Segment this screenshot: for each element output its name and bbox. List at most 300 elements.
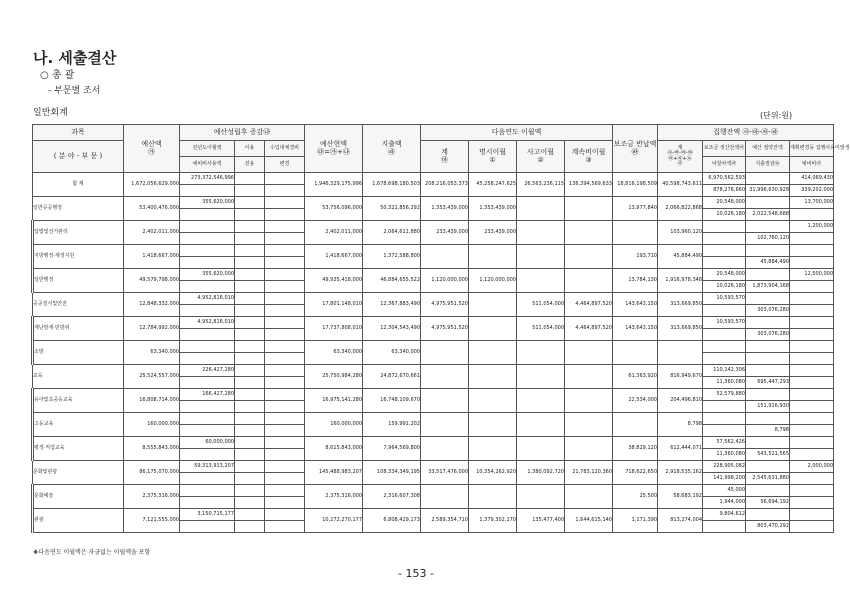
cell-yebibi (790, 401, 834, 413)
cell-jichul-jeolgam: 695,447,293 (746, 377, 790, 389)
cell-yesan-jeoryak (746, 485, 790, 497)
cell-hyeonaek: 145,488,983,207 (305, 461, 363, 485)
cell-prev-carry: 3,150,715,177 (180, 509, 235, 521)
cell-prev-carry: 59,313,913,207 (180, 461, 235, 473)
cell-nakchal (703, 401, 746, 413)
cell-yebi-use (180, 449, 235, 461)
cell-carry-total: 1,120,000,000 (421, 269, 469, 293)
col-sago: 사고이월 ② (517, 141, 565, 173)
cell-jeonyong (235, 281, 265, 293)
cell-yebibi (790, 353, 834, 365)
cell-yebi-use (180, 305, 235, 317)
cell-yebi-use (180, 185, 235, 197)
cell-prev-carry: 226,427,280 (180, 365, 235, 377)
cell-suip (265, 461, 305, 473)
cell-byeongyeong (265, 401, 305, 413)
cell-jeonyong (235, 329, 265, 341)
cell-iyong (235, 509, 265, 521)
cell-yebi-use (180, 257, 235, 269)
cell-suip (265, 293, 305, 305)
row-label: 합 계 (33, 173, 124, 197)
cell-jichul-jeolgam: 2,545,631,880 (746, 473, 790, 485)
cell-hyeonaek: 16,975,141,280 (305, 389, 363, 413)
row-label: 일반공공행정 (33, 197, 124, 221)
table-row (33, 365, 834, 377)
cell-suip (265, 365, 305, 377)
table-row (33, 269, 834, 281)
cell-iyong (235, 365, 265, 377)
cell-jeonyong (235, 353, 265, 365)
cell-myeongsi (469, 245, 517, 269)
table-row (33, 293, 834, 305)
cell-gyehoek (790, 509, 834, 521)
cell-iyong (235, 461, 265, 473)
cell-bojo-jeongsan (703, 341, 746, 353)
col-bojo: 보조금 반납액 ㉳ (613, 125, 658, 173)
cell-carry-total (421, 365, 469, 389)
cell-gyesok: 4,464,897,520 (565, 317, 613, 341)
row-label: 관광 (33, 509, 124, 533)
cell-yesan: 49,579,798,000 (124, 269, 180, 293)
cell-bojo: 143,643,150 (613, 293, 658, 317)
cell-jeonyong (235, 209, 265, 221)
cell-yebibi (790, 257, 834, 269)
cell-carry-total (421, 437, 469, 461)
cell-jichul: 63,340,000 (363, 341, 421, 365)
cell-gyesok (565, 269, 613, 293)
cell-yebibi (790, 521, 834, 533)
cell-jiphaeng-total: 1,916,978,348 (658, 269, 703, 293)
col-kwamok: 과목 (33, 125, 124, 141)
cell-prev-carry: 355,620,000 (180, 269, 235, 281)
cell-yesan: 12,784,992,000 (124, 317, 180, 341)
col-jichul-jeolgam: 지출절감㉷ (746, 157, 790, 173)
col-myeongsi: 명시이월 ① (469, 141, 517, 173)
cell-bojo-jeongsan: 110,142,306 (703, 365, 746, 377)
cell-iyong (235, 485, 265, 497)
cell-myeongsi: 1,353,439,000 (469, 197, 517, 221)
cell-jichul-jeolgam: 2,022,548,688 (746, 209, 790, 221)
cell-yesan-jeoryak (746, 293, 790, 305)
cell-yebibi (790, 377, 834, 389)
cell-yesan-jeoryak (746, 509, 790, 521)
cell-bojo-jeongsan: 57,562,426 (703, 437, 746, 449)
cell-yesan: 86,175,070,000 (124, 461, 180, 485)
cell-gyehoek: 414,069,430 (790, 173, 834, 185)
cell-bojo-jeongsan (703, 245, 746, 257)
cell-byeongyeong (265, 449, 305, 461)
cell-bojo (613, 221, 658, 245)
cell-yesan: 8,555,843,000 (124, 437, 180, 461)
cell-jeonyong (235, 377, 265, 389)
cell-yesan-jeoryak (746, 461, 790, 473)
cell-yebibi (790, 281, 834, 293)
col-nakchal: 낙찰차액㉶ (703, 157, 746, 173)
cell-myeongsi (469, 341, 517, 365)
cell-yebi-use (180, 353, 235, 365)
col-carry: 다음연도 이월액 (421, 125, 613, 141)
cell-nakchal: 10,026,180 (703, 281, 746, 293)
sub-subsection-title: - 부문별 조서 (48, 86, 101, 96)
cell-gyesok: 136,394,569,633 (565, 173, 613, 197)
cell-bojo-jeongsan: 10,593,570 (703, 293, 746, 305)
cell-suip (265, 173, 305, 185)
cell-myeongsi: 1,379,302,170 (469, 509, 517, 533)
cell-yesan-jeoryak (746, 389, 790, 401)
cell-iyong (235, 293, 265, 305)
cell-bojo: 22,534,000 (613, 389, 658, 413)
footnote: ❖다음연도 이월액은 자금없는 이월액을 포함 (33, 549, 151, 556)
cell-jichul-jeolgam: 56,694,192 (746, 497, 790, 509)
expenditure-table (31, 124, 850, 533)
cell-jiphaeng-total: 816,949,670 (658, 365, 703, 389)
cell-hyeonaek: 2,402,011,000 (305, 221, 363, 245)
cell-sago: 1,380,092,720 (517, 461, 565, 485)
cell-hyeonaek: 160,000,000 (305, 413, 363, 437)
cell-hyeonaek: 17,801,148,010 (305, 293, 363, 317)
cell-prev-carry: 60,000,000 (180, 437, 235, 449)
cell-hyeonaek: 10,272,270,177 (305, 509, 363, 533)
cell-jiphaeng-total: 313,669,850 (658, 317, 703, 341)
cell-hyeonaek: 49,935,418,000 (305, 269, 363, 293)
cell-jichul: 12,367,883,490 (363, 293, 421, 317)
cell-jeonyong (235, 521, 265, 533)
cell-byeongyeong (265, 377, 305, 389)
cell-yebibi (790, 497, 834, 509)
cell-myeongsi (469, 413, 517, 437)
cell-jichul-jeolgam: 1,873,904,168 (746, 281, 790, 293)
row-label: 유아및초중등교육 (33, 389, 124, 413)
cell-jichul-jeolgam (746, 353, 790, 365)
cell-byeongyeong (265, 233, 305, 245)
cell-bojo: 718,622,650 (613, 461, 658, 485)
cell-prev-carry: 4,952,816,010 (180, 317, 235, 329)
cell-sago (517, 245, 565, 269)
cell-bojo (613, 341, 658, 365)
cell-gyesok (565, 437, 613, 461)
account-title: 일반회계 (33, 108, 68, 118)
cell-jeonyong (235, 449, 265, 461)
cell-hyeonaek: 2,375,316,000 (305, 485, 363, 509)
table-row (33, 221, 834, 233)
cell-yesan: 63,340,000 (124, 341, 180, 365)
cell-bojo-jeongsan (703, 413, 746, 425)
cell-jeonyong (235, 401, 265, 413)
cell-gyesok (565, 413, 613, 437)
cell-jichul: 1,678,698,180,503 (363, 173, 421, 197)
col-hyeonaek: 예산현액 ㉰=㉮+㉯ (305, 125, 363, 173)
cell-iyong (235, 269, 265, 281)
cell-iyong (235, 389, 265, 401)
cell-gyehoek: 13,700,000 (790, 197, 834, 209)
cell-yebi-use (180, 281, 235, 293)
cell-myeongsi (469, 389, 517, 413)
cell-iyong (235, 413, 265, 425)
col-group1: 예산성립후 증감㉯ (180, 125, 305, 141)
cell-jichul-jeolgam: 45,884,490 (746, 257, 790, 269)
cell-prev-carry: 4,952,816,010 (180, 293, 235, 305)
cell-bojo: 193,710 (613, 245, 658, 269)
cell-yebibi (790, 449, 834, 461)
col-jeonyong: 전용 (235, 157, 265, 173)
cell-suip (265, 437, 305, 449)
cell-gyehoek (790, 365, 834, 377)
cell-byeongyeong (265, 281, 305, 293)
col-gyesok: 계속비이월 ③ (565, 141, 613, 173)
cell-carry-total: 33,517,476,000 (421, 461, 469, 485)
cell-yebi-use (180, 497, 235, 509)
cell-hyeonaek: 53,756,096,000 (305, 197, 363, 221)
row-label: 문화예술 (33, 485, 124, 509)
cell-iyong (235, 341, 265, 353)
cell-byeongyeong (265, 497, 305, 509)
cell-yesan-jeoryak (746, 269, 790, 281)
cell-jichul: 7,964,569,800 (363, 437, 421, 461)
col-jichul: 지출액 ㉱ (363, 125, 421, 173)
cell-nakchal: 11,360,080 (703, 377, 746, 389)
cell-yesan: 7,121,555,000 (124, 509, 180, 533)
cell-jeonyong (235, 257, 265, 269)
cell-byeongyeong (265, 329, 305, 341)
cell-jichul: 6,808,429,173 (363, 509, 421, 533)
cell-jiphaeng-total: 2,066,822,868 (658, 197, 703, 221)
cell-hyeonaek: 8,615,843,000 (305, 437, 363, 461)
cell-bojo-jeongsan: 20,548,000 (703, 269, 746, 281)
cell-gyesok: 21,783,120,360 (565, 461, 613, 485)
cell-nakchal (703, 233, 746, 245)
cell-jiphaeng-total: 58,683,192 (658, 485, 703, 509)
cell-nakchal: 141,998,200 (703, 473, 746, 485)
cell-jeonyong (235, 305, 265, 317)
cell-sago (517, 221, 565, 245)
cell-sago (517, 437, 565, 461)
cell-bojo-jeongsan: 228,905,082 (703, 461, 746, 473)
cell-prev-carry: 273,372,546,996 (180, 173, 235, 185)
cell-yesan: 160,000,000 (124, 413, 180, 437)
cell-yesan: 1,672,056,629,000 (124, 173, 180, 197)
cell-jichul: 50,321,856,292 (363, 197, 421, 221)
cell-jichul: 1,372,588,800 (363, 245, 421, 269)
cell-sago (517, 413, 565, 437)
cell-gyehoek (790, 293, 834, 305)
cell-myeongsi (469, 317, 517, 341)
table-row (33, 485, 834, 497)
cell-yesan: 12,848,332,000 (124, 293, 180, 317)
cell-carry-total: 208,216,053,373 (421, 173, 469, 197)
cell-bojo-jeongsan: 20,548,000 (703, 197, 746, 209)
table-row (33, 509, 834, 521)
row-label: 고등교육 (33, 413, 124, 437)
col-iyong: 이용 (235, 141, 265, 157)
cell-carry-total: 233,439,000 (421, 221, 469, 245)
cell-yebibi (790, 209, 834, 221)
section-title: 나. 세출결산 (33, 49, 117, 67)
table-row (33, 245, 834, 257)
page-number: - 153 - (398, 567, 434, 580)
cell-yebi-use (180, 401, 235, 413)
cell-jichul-jeolgam: 8,798 (746, 425, 790, 437)
cell-jichul: 16,748,109,670 (363, 389, 421, 413)
cell-yebibi: 339,202,000 (790, 185, 834, 197)
cell-gyehoek: 2,000,000 (790, 461, 834, 473)
row-label: 평생·직업교육 (33, 437, 124, 461)
cell-carry-total: 1,353,439,000 (421, 197, 469, 221)
cell-iyong (235, 317, 265, 329)
cell-bojo: 18,816,198,509 (613, 173, 658, 197)
cell-yebibi (790, 329, 834, 341)
col-byeongyeong: 변경 (265, 157, 305, 173)
row-label: 공공질서및안전 (33, 293, 124, 317)
cell-gyesok (565, 221, 613, 245)
cell-hyeonaek: 1,418,667,000 (305, 245, 363, 269)
cell-jiphaeng-total (658, 341, 703, 365)
cell-hyeonaek: 25,750,984,280 (305, 365, 363, 389)
cell-gyehoek (790, 317, 834, 329)
cell-suip (265, 485, 305, 497)
cell-bojo: 38,829,120 (613, 437, 658, 461)
cell-iyong (235, 197, 265, 209)
cell-prev-carry: 355,620,000 (180, 197, 235, 209)
cell-jichul: 159,991,202 (363, 413, 421, 437)
cell-jeonyong (235, 233, 265, 245)
cell-hyeonaek: 1,946,329,175,996 (305, 173, 363, 197)
col-bojo-jeongsan: 보조금 정산잔액㉵ (703, 141, 746, 157)
cell-nakchal: 11,360,080 (703, 449, 746, 461)
cell-yesan: 25,524,557,000 (124, 365, 180, 389)
cell-jiphaeng-total: 2,918,535,162 (658, 461, 703, 485)
cell-jichul-jeolgam: 31,996,630,928 (746, 185, 790, 197)
cell-iyong (235, 173, 265, 185)
cell-suip (265, 413, 305, 425)
col-yesan-jeoryak: 예산 절약잔액 (746, 141, 790, 157)
cell-prev-carry (180, 221, 235, 233)
col-gye2: 계 ㉴-㉱-㉲-㉳ ㉵+㉶+㉷ ㉸ (658, 141, 703, 173)
cell-yebibi (790, 233, 834, 245)
col-yebibi: 예비비㉸ (790, 157, 834, 173)
cell-yebi-use (180, 425, 235, 437)
cell-nakchal (703, 257, 746, 269)
row-label: 지방행정·재정지원 (33, 245, 124, 269)
cell-carry-total (421, 413, 469, 437)
cell-bojo-jeongsan: 10,593,570 (703, 317, 746, 329)
cell-carry-total (421, 389, 469, 413)
cell-nakchal (703, 521, 746, 533)
cell-nakchal: 878,278,660 (703, 185, 746, 197)
cell-gyehoek (790, 389, 834, 401)
cell-byeongyeong (265, 257, 305, 269)
cell-jichul: 108,334,349,195 (363, 461, 421, 485)
cell-gyehoek (790, 485, 834, 497)
cell-yesan: 2,375,316,000 (124, 485, 180, 509)
cell-nakchal: 1,944,000 (703, 497, 746, 509)
cell-jiphaeng-total: 612,444,071 (658, 437, 703, 461)
cell-iyong (235, 437, 265, 449)
cell-carry-total (421, 485, 469, 509)
cell-myeongsi: 1,120,000,000 (469, 269, 517, 293)
cell-jiphaeng-total: 8,798 (658, 413, 703, 437)
cell-prev-carry: 166,427,280 (180, 389, 235, 401)
cell-yesan-jeoryak (746, 245, 790, 257)
cell-yebi-use (180, 209, 235, 221)
cell-sago (517, 485, 565, 509)
cell-gyehoek (790, 413, 834, 425)
cell-gyehoek: 12,500,000 (790, 269, 834, 281)
cell-sago (517, 197, 565, 221)
cell-bojo: 143,643,150 (613, 317, 658, 341)
cell-byeongyeong (265, 521, 305, 533)
cell-myeongsi: 45,258,247,625 (469, 173, 517, 197)
cell-yesan-jeoryak (746, 197, 790, 209)
cell-suip (265, 269, 305, 281)
cell-bojo-jeongsan: 45,000 (703, 485, 746, 497)
cell-suip (265, 509, 305, 521)
cell-myeongsi (469, 365, 517, 389)
cell-sago (517, 341, 565, 365)
cell-bojo-jeongsan: 52,579,880 (703, 389, 746, 401)
cell-yebi-use (180, 233, 235, 245)
cell-yesan: 1,418,667,000 (124, 245, 180, 269)
cell-gyesok (565, 389, 613, 413)
row-label: 소방 (33, 341, 124, 365)
cell-yesan-jeoryak (746, 365, 790, 377)
table-row (33, 461, 834, 473)
cell-bojo-jeongsan (703, 221, 746, 233)
cell-prev-carry (180, 341, 235, 353)
cell-gyehoek (790, 437, 834, 449)
row-label: 문화및관광 (33, 461, 124, 485)
cell-nakchal (703, 353, 746, 365)
cell-sago: 135,477,400 (517, 509, 565, 533)
cell-yebi-use (180, 329, 235, 341)
cell-gyesok (565, 245, 613, 269)
cell-carry-total: 4,975,951,520 (421, 293, 469, 317)
table-row (33, 341, 834, 353)
cell-sago: 26,563,236,115 (517, 173, 565, 197)
cell-hyeonaek: 17,737,808,010 (305, 317, 363, 341)
row-label: 입법및선거관리 (33, 221, 124, 245)
cell-bojo (613, 413, 658, 437)
cell-myeongsi (469, 437, 517, 461)
cell-nakchal (703, 329, 746, 341)
cell-jichul-jeolgam: 151,916,930 (746, 401, 790, 413)
cell-prev-carry (180, 413, 235, 425)
cell-jichul: 24,872,670,661 (363, 365, 421, 389)
cell-gyesok (565, 197, 613, 221)
cell-jiphaeng-total: 103,960,120 (658, 221, 703, 245)
cell-prev-carry (180, 485, 235, 497)
cell-byeongyeong (265, 425, 305, 437)
table-row (33, 389, 834, 401)
col-gyehoek: 계획변경등 집행사유미발생 (790, 141, 834, 157)
cell-yesan-jeoryak (746, 437, 790, 449)
cell-bojo: 1,171,390 (613, 509, 658, 533)
cell-prev-carry (180, 245, 235, 257)
cell-gyehoek: 1,200,000 (790, 221, 834, 233)
cell-jichul: 46,884,655,522 (363, 269, 421, 293)
cell-sago (517, 389, 565, 413)
cell-bojo: 13,784,130 (613, 269, 658, 293)
cell-sago (517, 269, 565, 293)
cell-iyong (235, 221, 265, 233)
col-gye: 계 ㉲ (421, 141, 469, 173)
row-label: 교육 (33, 365, 124, 389)
cell-gyesok (565, 485, 613, 509)
cell-myeongsi: 233,439,000 (469, 221, 517, 245)
cell-nakchal (703, 305, 746, 317)
cell-gyesok: 1,644,615,140 (565, 509, 613, 533)
cell-bojo-jeongsan: 9,804,612 (703, 509, 746, 521)
cell-nakchal: 10,026,180 (703, 209, 746, 221)
